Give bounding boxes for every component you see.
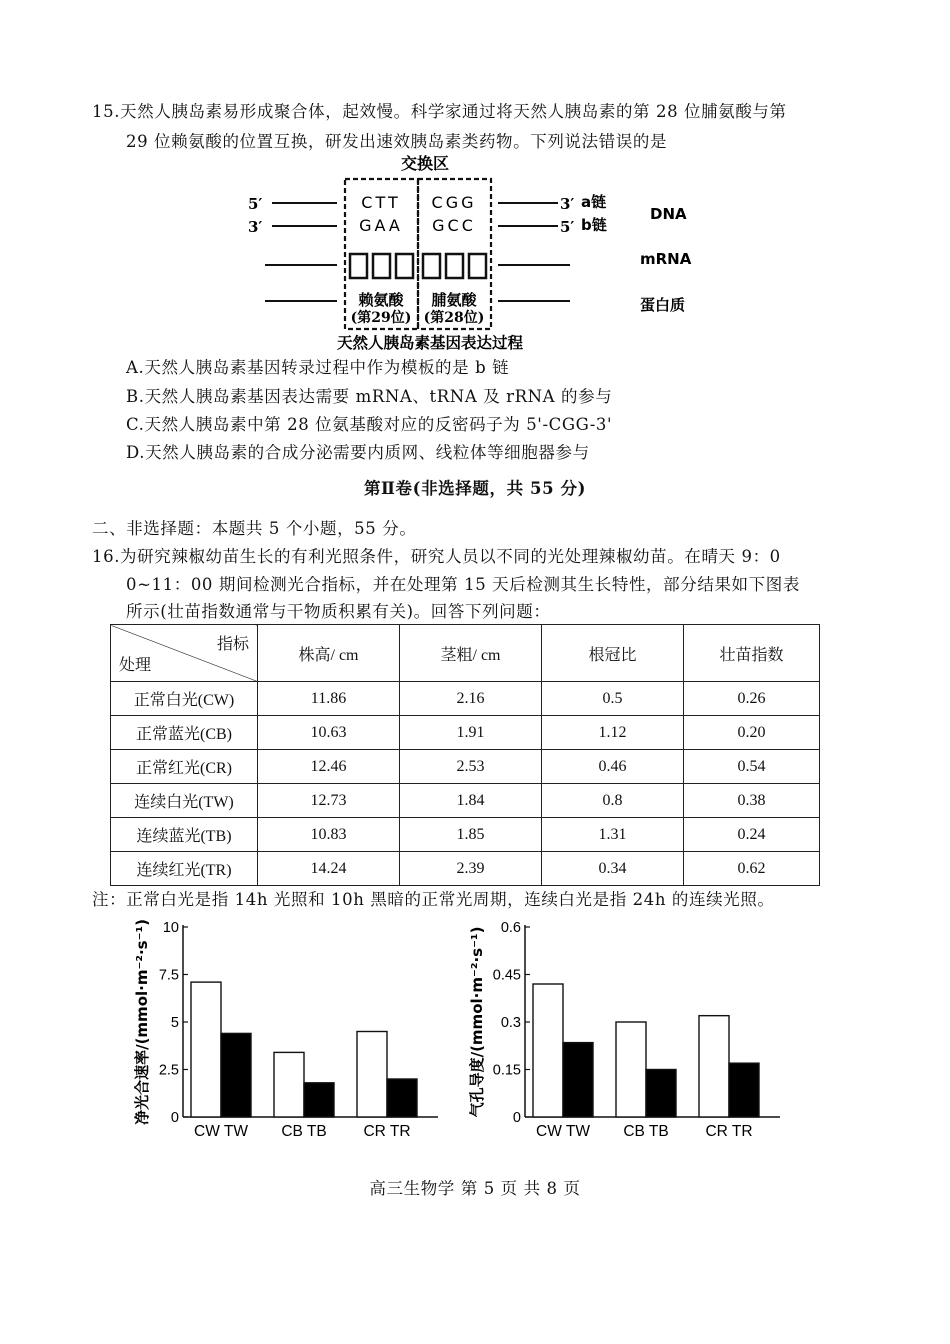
growth-data-table bbox=[110, 624, 820, 886]
stomatal-conductance-chart bbox=[460, 912, 800, 1152]
y-tick-label: 5 bbox=[170, 1015, 179, 1031]
table-row bbox=[111, 818, 820, 852]
bar-tr bbox=[729, 1063, 759, 1117]
a-strand-5-end: 5′ bbox=[248, 195, 263, 213]
table-cell: 0.46 bbox=[542, 750, 684, 784]
header-stem-diameter: 茎粗/ cm bbox=[400, 625, 542, 682]
corner-treatment-label: 处理 bbox=[119, 657, 152, 674]
proline-position: (第28位) bbox=[423, 310, 485, 326]
table-row bbox=[111, 682, 820, 716]
bar-tr bbox=[387, 1079, 417, 1117]
q15-option-a: A.天然人胰岛素基因转录过程中作为模板的是 b 链 bbox=[126, 358, 510, 377]
x-group-label: CR TR bbox=[363, 1123, 411, 1140]
row-treatment-label: 正常白光(CW) bbox=[111, 682, 258, 716]
table-cell: 12.73 bbox=[258, 784, 400, 818]
table-cell: 2.53 bbox=[400, 750, 542, 784]
q15-option-b: B.天然人胰岛素基因表达需要 mRNA、tRNA 及 rRNA 的参与 bbox=[126, 387, 613, 406]
a-strand-3-end: 3′ bbox=[560, 195, 575, 213]
y-tick-label: 0 bbox=[170, 1110, 179, 1126]
a-left-codon: CTT bbox=[361, 193, 401, 212]
header-seedling-index: 壮苗指数 bbox=[684, 625, 820, 682]
table-cell: 0.26 bbox=[684, 682, 820, 716]
table-cell: 0.38 bbox=[684, 784, 820, 818]
a-right-codon: CGG bbox=[431, 193, 477, 212]
table-cell: 14.24 bbox=[258, 852, 400, 886]
table-cell: 0.34 bbox=[542, 852, 684, 886]
volume-title: 第Ⅱ卷(非选择题，共 55 分) bbox=[363, 479, 587, 498]
x-group-label: CB TB bbox=[623, 1123, 669, 1140]
proline-label: 脯氨酸 bbox=[431, 291, 477, 309]
y-tick-label: 0 bbox=[512, 1110, 521, 1126]
dna-label: DNA bbox=[650, 205, 687, 223]
bar-cw bbox=[533, 984, 563, 1117]
gene-expression-diagram bbox=[240, 152, 710, 352]
y-tick-label: 10 bbox=[162, 920, 179, 936]
b-right-codon: GCC bbox=[432, 216, 476, 235]
table-row bbox=[111, 716, 820, 750]
table-cell: 2.39 bbox=[400, 852, 542, 886]
table-row bbox=[111, 784, 820, 818]
table-cell: 1.31 bbox=[542, 818, 684, 852]
y-axis-label: 净光合速率/(mmol·m⁻²·s⁻¹) bbox=[133, 919, 151, 1125]
row-treatment-label: 正常红光(CR) bbox=[111, 750, 258, 784]
corner-indicator-label: 指标 bbox=[216, 636, 249, 653]
table-cell: 0.20 bbox=[684, 716, 820, 750]
q16-stem-line-1: 16.为研究辣椒幼苗生长的有利光照条件，研究人员以不同的光处理辣椒幼苗。在晴天 9：0 bbox=[92, 547, 781, 566]
bar-tw bbox=[221, 1033, 251, 1117]
b-strand-3-end: 3′ bbox=[248, 218, 263, 236]
x-group-label: CB TB bbox=[281, 1123, 327, 1140]
row-treatment-label: 连续蓝光(TB) bbox=[111, 818, 258, 852]
y-tick-label: 2.5 bbox=[158, 1062, 179, 1079]
q16-stem-line-3: 所示(壮苗指数通常与干物质积累有关)。回答下列问题： bbox=[126, 602, 551, 621]
header-root-shoot-ratio: 根冠比 bbox=[542, 625, 684, 682]
bar-cr bbox=[699, 1016, 729, 1117]
table-cell: 12.46 bbox=[258, 750, 400, 784]
q15-stem-line-1: 15.天然人胰岛素易形成聚合体，起效慢。科学家通过将天然人胰岛素的第 28 位脯氨酸与第 bbox=[92, 102, 787, 121]
page-footer: 高三生物学 第 5 页 共 8 页 bbox=[369, 1179, 581, 1198]
row-treatment-label: 连续白光(TW) bbox=[111, 784, 258, 818]
q15-stem-line-2: 29 位赖氨酸的位置互换，研发出速效胰岛素类药物。下列说法错误的是 bbox=[126, 132, 668, 151]
q15-option-c: C.天然人胰岛素中第 28 位氨基酸对应的反密码子为 5'-CGG-3' bbox=[126, 415, 613, 434]
table-cell: 10.63 bbox=[258, 716, 400, 750]
bar-cw bbox=[191, 982, 221, 1117]
table-row bbox=[111, 852, 820, 886]
table-row bbox=[111, 750, 820, 784]
bar-tb bbox=[646, 1070, 676, 1118]
bar-cb bbox=[274, 1052, 304, 1117]
x-group-label: CR TR bbox=[705, 1123, 753, 1140]
b-left-codon: GAA bbox=[359, 216, 403, 235]
table-cell: 10.83 bbox=[258, 818, 400, 852]
y-axis-label: 气孔导度/(mmol·m⁻²·s⁻¹) bbox=[468, 926, 486, 1118]
header-plant-height: 株高/ cm bbox=[258, 625, 400, 682]
table-cell: 1.12 bbox=[542, 716, 684, 750]
mrna-label: mRNA bbox=[640, 250, 692, 268]
bar-cr bbox=[357, 1032, 387, 1118]
table-header-row bbox=[111, 625, 820, 682]
table-cell: 0.54 bbox=[684, 750, 820, 784]
b-chain-label: b链 bbox=[581, 216, 607, 234]
net-photosynthesis-chart bbox=[125, 912, 455, 1152]
b-strand-5-end: 5′ bbox=[560, 218, 575, 236]
table-cell: 0.62 bbox=[684, 852, 820, 886]
y-tick-label: 0.3 bbox=[500, 1015, 521, 1031]
q16-stem-line-2: 0~11：00 期间检测光合指标，并在处理第 15 天后检测其生长特性，部分结果如下图表 bbox=[126, 575, 800, 594]
row-treatment-label: 正常蓝光(CB) bbox=[111, 716, 258, 750]
row-treatment-label: 连续红光(TR) bbox=[111, 852, 258, 886]
y-tick-label: 0.6 bbox=[500, 920, 521, 936]
y-tick-label: 0.45 bbox=[492, 967, 521, 984]
table-cell: 1.84 bbox=[400, 784, 542, 818]
y-tick-label: 0.15 bbox=[492, 1062, 521, 1079]
table-cell: 0.8 bbox=[542, 784, 684, 818]
table-cell: 1.91 bbox=[400, 716, 542, 750]
diagram-caption: 天然人胰岛素基因表达过程 bbox=[336, 334, 524, 352]
table-cell: 0.24 bbox=[684, 818, 820, 852]
section-heading: 二、非选择题：本题共 5 个小题，55 分。 bbox=[92, 519, 417, 538]
table-corner-cell bbox=[111, 625, 258, 682]
bar-cb bbox=[616, 1022, 646, 1117]
table-cell: 2.16 bbox=[400, 682, 542, 716]
table-cell: 11.86 bbox=[258, 682, 400, 716]
q15-option-d: D.天然人胰岛素的合成分泌需要内质网、线粒体等细胞器参与 bbox=[126, 443, 590, 462]
protein-label: 蛋白质 bbox=[640, 296, 686, 314]
bar-tb bbox=[304, 1083, 334, 1117]
a-chain-label: a链 bbox=[581, 193, 607, 211]
table-note: 注：正常白光是指 14h 光照和 10h 黑暗的正常光周期，连续白光是指 24h 的连续光照。 bbox=[92, 890, 775, 909]
lysine-label: 赖氨酸 bbox=[358, 291, 404, 309]
lysine-position: (第29位) bbox=[350, 310, 412, 326]
x-group-label: CW TW bbox=[536, 1123, 590, 1140]
table-cell: 1.85 bbox=[400, 818, 542, 852]
table-cell: 0.5 bbox=[542, 682, 684, 716]
bar-tw bbox=[563, 1043, 593, 1117]
y-tick-label: 7.5 bbox=[158, 967, 179, 984]
exchange-region-label: 交换区 bbox=[400, 154, 450, 173]
x-group-label: CW TW bbox=[194, 1123, 248, 1140]
